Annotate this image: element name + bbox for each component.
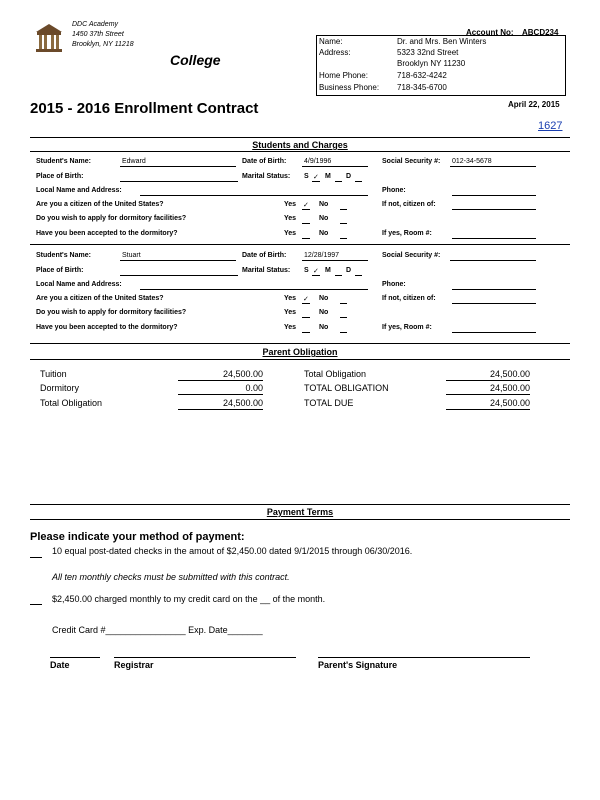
section-rule [30,359,570,360]
obligation-label: TOTAL OBLIGATION [304,383,389,393]
obligation-value: 24,500.00 [446,369,530,381]
ssn-field[interactable] [450,158,536,167]
dorm-accepted-yes-label: Yes [284,230,297,237]
room-label: If yes, Room #: [382,230,432,237]
division-title: College [170,52,221,68]
dorm-accepted-no-label: No [319,324,329,331]
business-phone: 718-345-6700 [397,83,447,92]
school-street: 1450 37th Street [72,31,124,38]
contact-name: Dr. and Mrs. Ben Winters [397,37,487,46]
option1-checkbox[interactable] [30,549,42,558]
marital-m-label: M [325,267,331,274]
obligation-value: 24,500.00 [446,383,530,395]
dorm-apply-yes-label: Yes [284,309,297,316]
dob-label: Date of Birth: [242,252,287,259]
dorm-accepted-question: Have you been accepted to the dormitory? [36,230,178,237]
marital-s-checkbox[interactable] [312,267,320,276]
registrar-label: Registrar [114,660,154,670]
payment-heading: Please indicate your method of payment: [30,531,245,543]
room-field[interactable] [452,230,536,239]
registrar-signature-line [114,657,296,658]
dorm-accepted-yes-checkbox[interactable] [302,230,310,239]
obligation-value: 24,500.00 [178,369,263,381]
marital-m-label: M [325,173,331,180]
pob-label: Place of Birth: [36,173,84,180]
dob-value: 4/9/1996 [304,158,332,165]
parent-signature-label: Parent's Signature [318,660,398,670]
citizen-question: Are you a citizen of the United States? [36,295,164,302]
obligation-value: 24,500.00 [178,398,263,410]
citizen-yes-checkbox[interactable] [302,201,310,210]
dorm-apply-yes-checkbox[interactable] [302,309,310,318]
dob-value: 12/28/1997 [304,252,340,259]
option2-checkbox[interactable] [30,596,42,605]
ssn-field[interactable] [450,252,536,261]
dob-label: Date of Birth: [242,158,287,165]
contact-address1: 5323 32nd Street [397,48,459,57]
student-name-value: Stuart [122,252,141,259]
section-rule [30,137,570,138]
section-rule [30,343,570,344]
citizen-no-label: No [319,295,329,302]
marital-m-checkbox[interactable] [335,267,342,276]
marital-d-checkbox[interactable] [355,173,362,182]
dorm-apply-yes-checkbox[interactable] [302,215,310,224]
parent-obligation-title: Parent Obligation [262,347,338,357]
obligation-value: 0.00 [178,383,263,395]
obligation-label: Tuition [40,369,67,379]
local-address-field[interactable] [140,281,368,290]
phone-label: Phone: [382,187,406,194]
payment-note: All ten monthly checks must be submitted with this contract. [52,572,290,582]
obligation-label: TOTAL DUE [304,398,354,408]
obligation-label: Dormitory [40,383,80,393]
room-field[interactable] [452,324,536,333]
pob-field[interactable] [120,173,238,182]
section-rule [30,519,570,520]
contract-date: April 22, 2015 [508,100,560,109]
dorm-apply-no-label: No [319,215,329,222]
parent-signature-line [318,657,530,658]
credit-card-line[interactable]: Credit Card #________________ Exp. Date_______ [52,625,263,635]
dorm-apply-no-label: No [319,309,329,316]
citizen-no-label: No [319,201,329,208]
dob-field[interactable] [302,252,368,261]
room-label: If yes, Room #: [382,324,432,331]
date-label: Date [50,660,70,670]
student-name-label: Student's Name: [36,158,91,165]
marital-s-checkbox[interactable] [312,173,320,182]
school-city: Brooklyn, NY 11218 [72,41,134,48]
payment-option-1: 10 equal post-dated checks in the amout of $2,450.00 dated 9/1/2015 through 06/30/2016. [52,546,413,556]
home-phone-label: Home Phone: [319,71,368,80]
phone-label: Phone: [382,281,406,288]
not-citizen-label: If not, citizen of: [382,201,436,208]
ssn-label: Social Security #: [382,252,441,259]
student-name-field[interactable] [120,252,236,261]
contract-title: 2015 - 2016 Enrollment Contract [30,100,259,117]
contact-address2: Brooklyn NY 11230 [397,59,466,68]
citizen-no-checkbox[interactable] [340,201,347,210]
section-rule [30,151,570,152]
citizen-yes-label: Yes [284,295,297,302]
student-name-label: Student's Name: [36,252,91,259]
ssn-value: 012-34-5678 [452,158,492,165]
school-name: DDC Academy [72,21,119,28]
contact-box [316,35,566,96]
obligation-value: 24,500.00 [446,398,530,410]
marital-s-label: S [304,267,309,274]
dorm-apply-no-checkbox[interactable] [340,215,347,224]
pob-label: Place of Birth: [36,267,84,274]
dorm-accepted-no-checkbox[interactable] [340,324,347,333]
marital-s-mark: ✓ [313,174,319,181]
citizen-question: Are you a citizen of the United States? [36,201,164,208]
marital-d-checkbox[interactable] [355,267,362,276]
marital-s-mark: ✓ [313,268,319,275]
marital-d-label: D [346,267,352,274]
local-address-label: Local Name and Address: [36,281,122,288]
contact-name-label: Name: [319,37,343,46]
citizen-no-checkbox[interactable] [340,295,347,304]
ssn-label: Social Security #: [382,158,441,165]
student-divider [30,244,570,245]
dob-field[interactable] [302,158,368,167]
date-signature-line [50,657,100,658]
marital-s-label: S [304,173,309,180]
not-citizen-field[interactable] [452,295,536,304]
dorm-accepted-yes-label: Yes [284,324,297,331]
citizen-yes-label: Yes [284,201,297,208]
obligation-label: Total Obligation [304,369,367,379]
dorm-accepted-no-label: No [319,230,329,237]
business-phone-label: Business Phone: [319,83,380,92]
dorm-apply-yes-label: Yes [284,215,297,222]
student-name-field[interactable] [120,158,236,167]
not-citizen-field[interactable] [452,201,536,210]
school-logo [34,22,64,54]
pob-field[interactable] [120,267,238,276]
marital-d-label: D [346,173,352,180]
dorm-apply-question: Do you wish to apply for dormitory facilities? [36,215,187,222]
local-address-label: Local Name and Address: [36,187,122,194]
payment-terms-title: Payment Terms [266,507,334,517]
dorm-accepted-yes-checkbox[interactable] [302,324,310,333]
dorm-accepted-question: Have you been accepted to the dormitory? [36,324,178,331]
account-label: Account No: [466,28,514,37]
dorm-apply-question: Do you wish to apply for dormitory facilities? [36,309,187,316]
marital-m-checkbox[interactable] [335,173,342,182]
phone-field[interactable] [452,187,536,196]
section-rule [30,504,570,505]
student-name-value: Edward [122,158,146,165]
home-phone: 718-632-4242 [397,71,447,80]
marital-label: Marital Status: [242,267,291,274]
local-address-field[interactable] [140,187,368,196]
students-section-title: Students and Charges [252,140,348,150]
payment-option-2: $2,450.00 charged monthly to my credit card on the __ of the month. [52,594,326,604]
citizen-yes-mark: ✓ [303,202,309,209]
citizen-yes-mark: ✓ [303,296,309,303]
account-number: ABCD234 [522,28,559,37]
obligation-label: Total Obligation [40,398,103,408]
citizen-yes-checkbox[interactable] [302,295,310,304]
dorm-apply-no-checkbox[interactable] [340,309,347,318]
dorm-accepted-no-checkbox[interactable] [340,230,347,239]
marital-label: Marital Status: [242,173,291,180]
not-citizen-label: If not, citizen of: [382,295,436,302]
phone-field[interactable] [452,281,536,290]
contact-address-label: Address: [319,48,351,57]
reference-link[interactable]: 1627 [538,120,563,132]
